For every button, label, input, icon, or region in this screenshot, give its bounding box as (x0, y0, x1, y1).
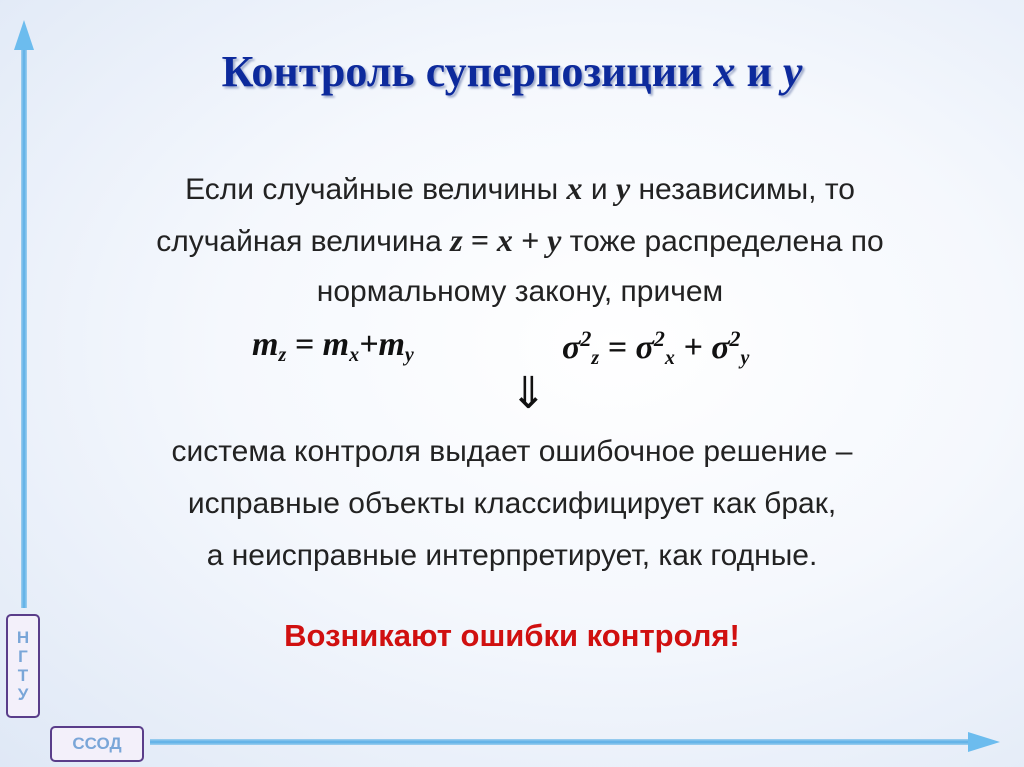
ssod-badge: ССОД (50, 726, 144, 762)
conclusion-line-1: система контроля выдает ошибочное решение – (171, 435, 853, 468)
horizontal-axis-line (150, 739, 970, 745)
conclusion-line-2: исправные объекты классифицирует как брак, (187, 487, 837, 520)
intro-line-3: нормальному закону, причем (316, 275, 724, 308)
conclusion-line-3: а неисправные интерпретирует, как годные. (206, 539, 818, 572)
intro-line-2: случайная величина z = x + y тоже распределена по (156, 222, 884, 258)
mean-formula: $m_z = m_x+m_y$ (252, 326, 414, 366)
right-arrow-icon (968, 732, 1000, 752)
variance-formula: $\sigma^2_z = \sigma^2_x + \sigma^2_y$ (562, 326, 750, 369)
vertical-axis-line (21, 48, 27, 608)
title-var-x: x (713, 47, 736, 96)
intro-line-1: Если случайные величины x и y независимы, то (185, 170, 855, 206)
warning-text: Возникают ошибки контроля! (284, 618, 740, 653)
title-text: Контроль суперпозиции (221, 47, 703, 96)
ngtu-badge: Н Г Т У (6, 614, 40, 718)
title-conj: и (746, 47, 772, 96)
implies-arrow-icon: ⇓ (510, 368, 547, 419)
slide-title (0, 46, 1024, 97)
title-var-y: y (782, 47, 803, 96)
